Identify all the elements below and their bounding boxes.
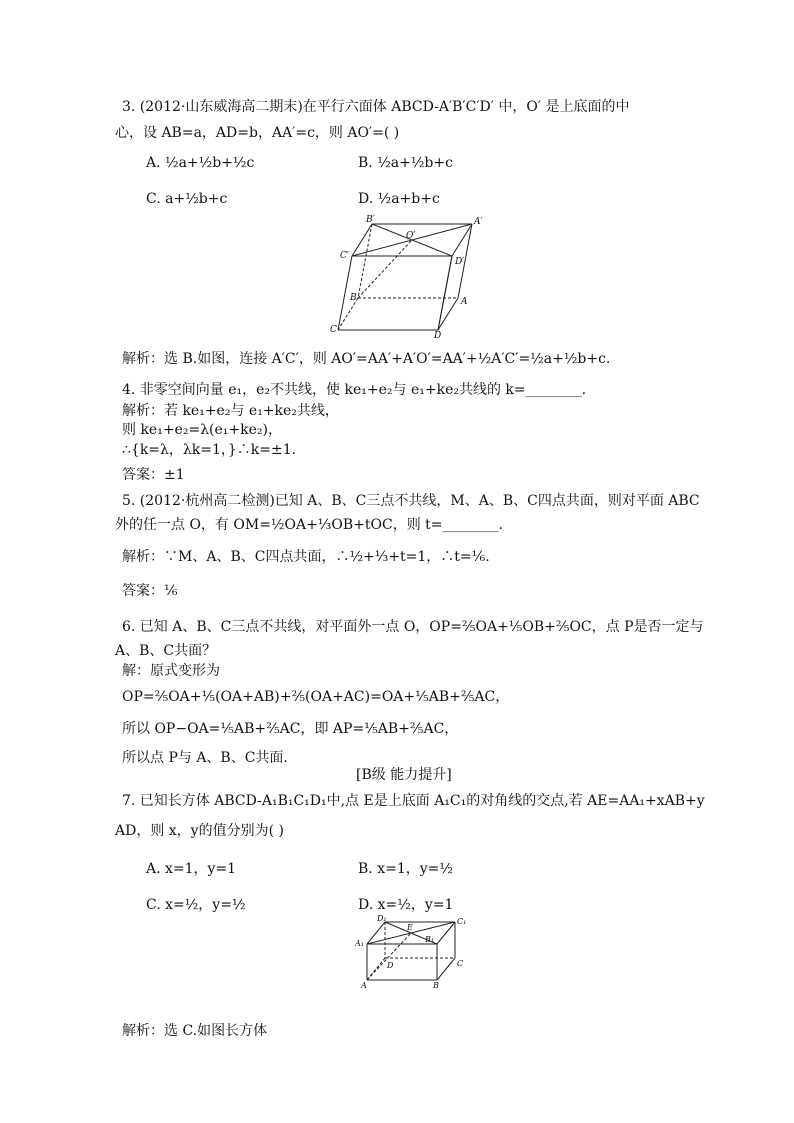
label-a1: A₁ [355,939,364,948]
q3-option-a: A. ½a+½b+½c [146,155,255,171]
q6-solution-2: OP=⅖OA+⅕(OA+AB)+⅖(OA+AC)=OA+⅕AB+⅖AC， [122,689,510,705]
label-e: E [407,923,413,932]
q3-option-b: B. ½a+½b+c [358,155,453,171]
q3-solution: 解析：选 B.如图，连接 A′C′，则 AO′=AA′+A′O′=AA′+½A′C′=½a+½b+c. [122,351,611,367]
q7-option-d: D. x=½，y=1 [358,897,454,913]
q4-stem: 4. 非零空间向量 e₁，e₂不共线，使 ke₁+e₂与 e₁+ke₂共线的 k=________. [122,382,587,398]
label-d1: D₁ [377,914,387,923]
q6-solution-4: 所以点 P与 A、B、C共面. [122,750,288,766]
cuboid-figure [355,914,475,992]
label-c-prime: C′ [340,251,349,261]
q4-answer: 答案：±1 [122,467,185,483]
label-c: C [457,959,464,968]
q5-solution: 解析：∵M、A、B、C四点共面，∴½+⅓+t=1，∴t=⅙. [122,549,490,565]
label-d: D [387,961,394,970]
q7-option-b: B. x=1，y=½ [358,861,453,877]
q7-stem-line2: AD，则 x，y的值分别为( ) [115,823,284,839]
label-b1: B₁ [425,935,435,944]
q4-solution-1: 解析：若 ke₁+e₂与 e₁+ke₂共线， [122,403,339,419]
q5-answer: 答案：⅙ [122,583,178,599]
q4-solution-2: 则 ke₁+e₂=λ(e₁+ke₂)， [122,422,282,438]
q5-stem-line2: 外的任一点 O，有 OM=½OA+⅓OB+tOC，则 t=________. [115,517,503,533]
q7-option-c: C. x=½，y=½ [146,897,246,913]
label-b: B [350,293,357,303]
q6-stem-line2: A、B、C共面？ [115,643,217,659]
q3-stem-line1: 3. (2012·山东威海高二期末)在平行六面体 ABCD-A′B′C′D′ 中，O′ 是上底面的中 [122,99,630,115]
q6-solution-1: 解：原式变形为 [122,663,220,679]
label-a-prime: A′ [474,217,483,227]
q6-stem-line1: 6. 已知 A、B、C三点不共线，对平面外一点 O，OP=⅖OA+⅕OB+⅖OC，点 P是否一定与 [122,619,704,635]
q4-solution-3: ∴{k=λ，λk=1，}∴k=±1. [122,442,297,458]
label-c1: C₁ [457,917,467,926]
label-b-prime: B′ [366,215,375,225]
q3-option-d: D. ½a+b+c [358,191,440,207]
label-a: A [361,981,367,990]
q7-solution: 解析：选 C.如图长方体 [122,1023,268,1039]
q3-stem-line2: 心，设 AB=a，AD=b，AA′=c，则 AO′=( ) [115,125,400,141]
label-d-prime: D′ [455,257,465,267]
q3-option-c: C. a+½b+c [146,191,228,207]
q5-stem-line1: 5. (2012·杭州高二检测)已知 A、B、C三点不共线，M、A、B、C四点共面，则对平面 ABC [122,493,700,509]
q7-option-a: A. x=1，y=1 [146,861,237,877]
q7-stem-line1: 7. 已知长方体 ABCD-A₁B₁C₁D₁中,点 E是上底面 A₁C₁的对角线的交点,若 AE=AA₁+xAB+y [122,793,705,809]
q6-solution-3: 所以 OP−OA=⅕AB+⅖AC，即 AP=⅕AB+⅖AC， [122,721,459,737]
label-c: C [330,325,337,335]
parallelepiped-figure [330,214,500,340]
label-o-prime: O′ [406,231,416,241]
label-d: D [434,331,442,340]
label-a: A [461,297,468,307]
label-b: B [433,981,439,990]
section-heading: [B级 能力提升] [356,767,452,783]
